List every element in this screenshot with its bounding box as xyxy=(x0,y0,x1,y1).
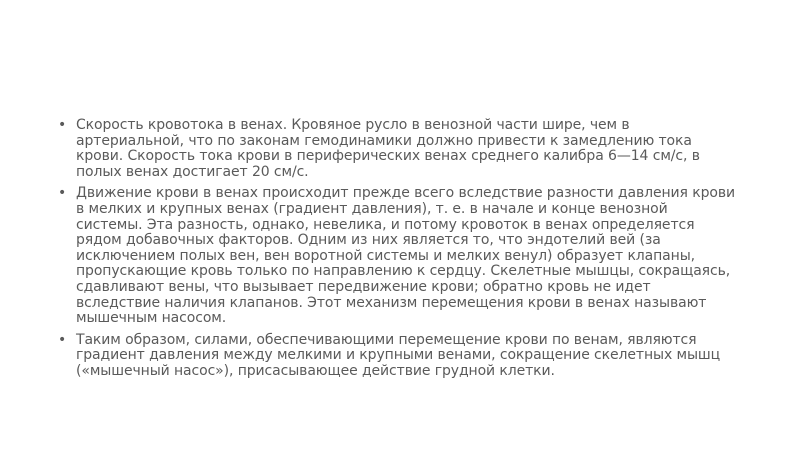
bullet-text: Движение крови в венах происходит прежде всего вследствие разности давления крови в мелких и крупных венах (градиент давления), т. е. в начале и конце венозной системы. Эта разность, однако, невелика, и потому кровоток в венах определяется рядом добавочных факторов. Одним из них является то, что эндотелий вей (за исключением полых вен, вен воротной системы и мелких венул) образует клапаны, пропускающие кровь только по направлению к сердцу. Скелетные мышцы, сокращаясь, сдавливают вены, что вызывает передвижение крови; обратно кровь не идет вследствие наличия клапанов. Этот механизм перемещения крови в венах называют мышечным насосом. xyxy=(76,185,735,327)
bullet-list xyxy=(58,118,738,386)
bullet-marker: • xyxy=(58,117,67,133)
bullet-marker: • xyxy=(58,331,67,348)
bullet-text: Таким образом, силами, обеспечивающими перемещение крови по венам, являются градиент давления между мелкими и крупными венами, сокращение скелетных мышц («мышечный насос»), присасывающее действие грудной клетки. xyxy=(76,331,721,379)
bullet-item-blood-flow-speed xyxy=(58,118,738,180)
bullet-marker: • xyxy=(58,185,67,202)
bullet-item-pressure-gradient xyxy=(58,186,738,326)
bullet-item-summary xyxy=(58,333,738,380)
bullet-text: Скорость кровотока в венах. Кровяное русло в венозной части шире, чем в артериальной, что по законам гемодинамики должно привести к замедлению тока крови. Скорость тока крови в периферических венах среднего калибра 6—14 см/с, в полых венах достигает 20 см/с. xyxy=(76,117,700,180)
